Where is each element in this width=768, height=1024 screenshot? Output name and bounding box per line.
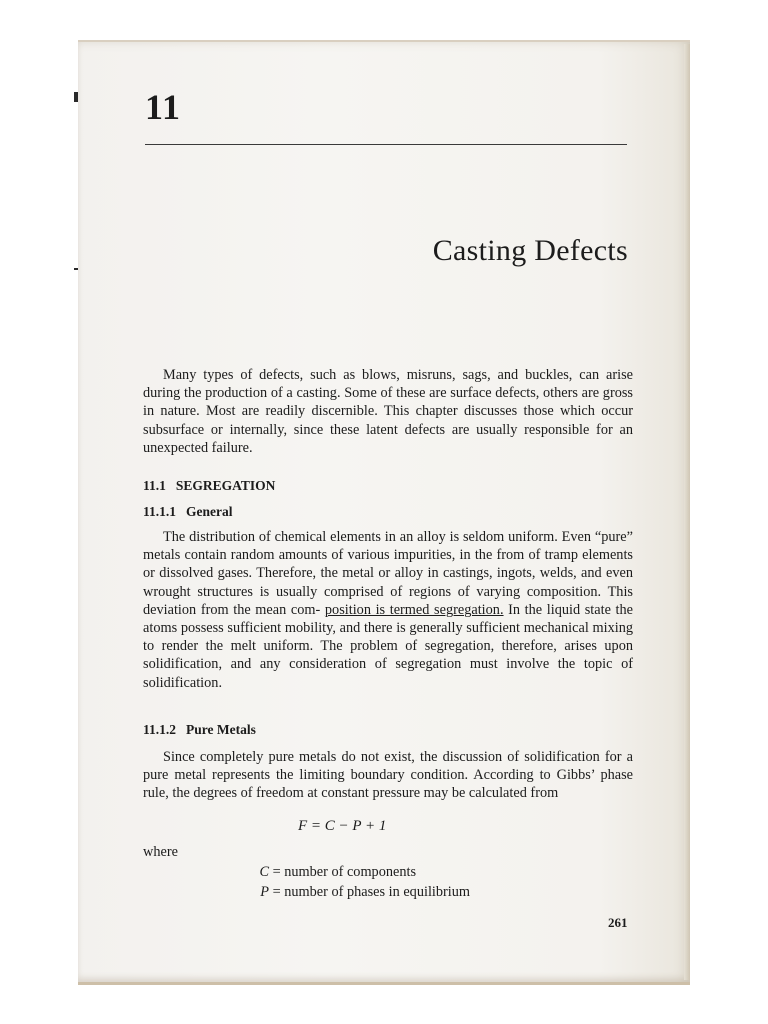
section-heading-11-1-2 xyxy=(143,722,256,738)
section-heading-11-1-1 xyxy=(143,504,233,520)
page-number: 261 xyxy=(608,915,628,930)
chapter-number: 11 xyxy=(145,87,182,127)
section-title: SEGREGATION xyxy=(175,478,276,493)
phase-rule-equation: F = C − P + 1 xyxy=(298,818,387,834)
general-text xyxy=(143,528,633,692)
section-number: 11.1.1 xyxy=(143,504,177,519)
section-title: General xyxy=(186,504,233,519)
definition-row xyxy=(255,864,416,881)
definition-symbol: C xyxy=(259,864,269,880)
section-heading-11-1 xyxy=(143,478,275,494)
section-title: Pure Metals xyxy=(186,722,256,737)
definition-meaning: = number of components xyxy=(272,864,417,880)
general-text-part-2: In the liquid state the atoms possess sufficient mobility, and there is generally sufficient mechanical mixing to render the melt uniform. The problem of segregation, therefore, arises upon solidification, and any consideration of segregation must involve the topic of solidification. xyxy=(143,601,634,691)
general-text-part-1: The distribution of chemical elements in an alloy is seldom uniform. Even “pure” metals contain random amounts of various impurities, in the from of tramp elements or dissolved gases. Therefore, the metal or alloy in castings, ingots, welds, and even wrought structures is usually comprised of regions of varying composition. This deviation from the mean com- xyxy=(143,529,633,618)
definition-row xyxy=(255,884,470,901)
pure-metals-paragraph xyxy=(143,748,633,803)
chapter-title: Casting Defects xyxy=(432,234,628,267)
definition-meaning: = number of phases in equilibrium xyxy=(272,884,471,900)
pure-metals-text: Since completely pure metals do not exist, the discussion of solidification for a pure metal represents the limiting boundary condition. According to Gibbs’ phase rule, the degrees of freedom at constant pressure may be calculated from xyxy=(143,749,633,802)
general-paragraph xyxy=(143,528,633,692)
definition-symbol: P xyxy=(260,884,269,900)
underlined-definition: position is termed segregation. xyxy=(324,601,504,618)
intro-paragraph xyxy=(143,366,633,457)
chapter-rule xyxy=(145,144,627,145)
section-number: 11.1.2 xyxy=(143,722,177,737)
section-number: 11.1 xyxy=(143,478,166,493)
where-label: where xyxy=(143,844,178,860)
intro-text: Many types of defects, such as blows, misruns, sags, and buckles, can arise during the production of a casting. Some of these are surface defects, others are gross in nature. Most are readily discernible. This chapter discusses those which occur subsurface or internally, since these latent defects are usually responsible for an unexpected failure. xyxy=(143,367,633,456)
